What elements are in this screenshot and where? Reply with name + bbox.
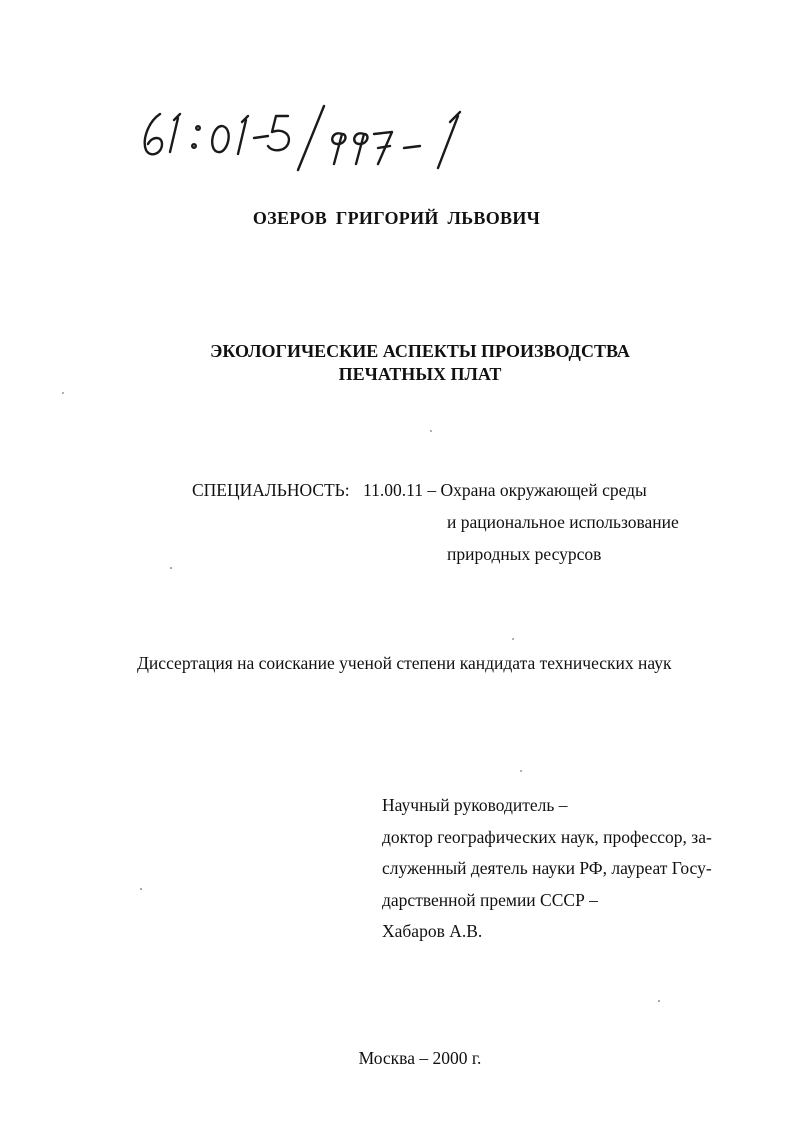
supervisor-line-3: служенный деятель науки РФ, лауреат Госу- — [382, 858, 712, 878]
author-name: ОЗЕРОВ ГРИГОРИЙ ЛЬВОВИЧ — [252, 208, 541, 228]
scan-speck — [430, 430, 432, 432]
dissertation-title — [0, 340, 793, 386]
specialty-line-2: и рациональное использование — [447, 512, 679, 532]
dissertation-statement: Диссертация на соискание ученой степени кандидата технических наук — [137, 653, 672, 673]
scan-speck — [520, 770, 522, 772]
specialty-line-3: природных ресурсов — [447, 544, 602, 564]
scan-speck — [170, 567, 172, 569]
title-line-2: ПЕЧАТНЫХ ПЛАТ — [338, 364, 502, 384]
supervisor-line-2: доктор географических наук, профессор, за- — [382, 826, 712, 847]
title-line-1: ЭКОЛОГИЧЕСКИЕ АСПЕКТЫ ПРОИЗВОДСТВА — [210, 341, 630, 361]
scan-speck — [658, 1000, 660, 1002]
supervisor-block — [382, 790, 712, 948]
handwritten-catalog-number-drawing — [138, 100, 498, 180]
handwritten-catalog-number — [138, 100, 498, 180]
specialty-label: СПЕЦИАЛЬНОСТЬ: — [192, 480, 350, 500]
scan-speck — [62, 392, 64, 394]
specialty-line-1: 11.00.11 – Охрана окружающей среды — [363, 480, 647, 500]
supervisor-line-5: Хабаров А.В. — [382, 921, 483, 941]
supervisor-line-1: Научный руководитель – — [382, 795, 568, 815]
scan-speck — [512, 638, 514, 640]
supervisor-line-4: дарственной премии СССР – — [382, 889, 598, 910]
scan-speck — [140, 888, 142, 890]
city-year: Москва – 2000 г. — [358, 1048, 482, 1068]
